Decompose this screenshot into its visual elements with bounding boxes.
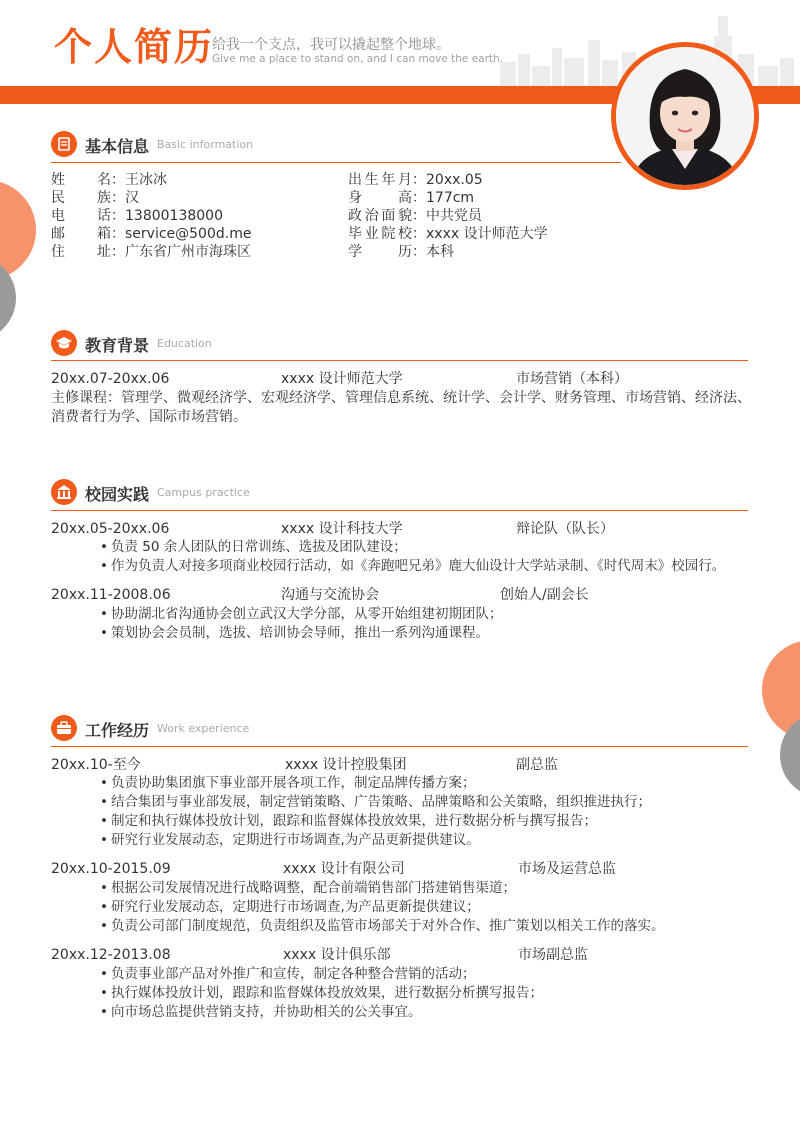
- work-2-org: xxxx 设计俱乐部: [283, 947, 391, 963]
- basic-row-ethnicity: 民族：汉: [51, 190, 139, 206]
- section-title-education: 教育背景: [85, 336, 150, 355]
- basic-info-right: [348, 171, 548, 261]
- basic-row-degree: 学历：本科: [348, 244, 454, 260]
- section-title-work: 工作经历: [85, 721, 150, 740]
- work-0-org: xxxx 设计控股集团: [285, 757, 407, 773]
- section-divider-education: [51, 360, 748, 361]
- section-subtitle-work: Work experience: [157, 722, 250, 735]
- work-2-role: 市场副总监: [518, 947, 588, 963]
- basic-row-politics: 政治面貌：中共党员: [348, 208, 482, 224]
- resume-title: 个人简历: [54, 25, 215, 69]
- school-building-icon: [51, 479, 77, 505]
- section-title-basic: 基本信息: [85, 137, 150, 156]
- work-1-role: 市场及运营总监: [518, 861, 616, 877]
- work-1-bullet-1: • 研究行业发展动态，定期进行市场调查,为产品更新提供建议；: [100, 898, 480, 917]
- section-divider-campus: [51, 510, 748, 511]
- basic-row-height: 身高：177cm: [348, 190, 475, 206]
- education-major: 市场营销（本科）: [516, 371, 628, 387]
- basic-row-address: 住址：广东省广州市海珠区: [51, 244, 251, 260]
- basic-row-phone: 电话：13800138000: [51, 208, 223, 224]
- campus-1-role: 创始人/副会长: [500, 587, 589, 603]
- work-1-period: 20xx.10-2015.09: [51, 861, 171, 877]
- motto: 给我一个支点，我可以撬起整个地球。: [212, 37, 450, 53]
- basic-row-email: 邮箱：service@500d.me: [51, 226, 252, 242]
- campus-1-bullet-0: • 协助湖北省沟通协会创立武汉大学分部，从零开始组建初期团队；: [100, 605, 502, 624]
- campus-0-period: 20xx.05-20xx.06: [51, 521, 170, 537]
- work-1-bullet-2: • 负责公司部门制度规范，负责组织及监管市场部关于对外合作、推广策划以相关工作的落实。: [100, 917, 664, 936]
- section-divider-work: [51, 746, 748, 747]
- basic-info-left: [51, 171, 251, 261]
- section-divider-basic: [51, 162, 621, 163]
- basic-row-school: 毕业院校：xxxx 设计师范大学: [348, 226, 548, 242]
- work-2-bullet-2: • 向市场总监提供营销支持，并协助相关的公关事宜。: [100, 1003, 421, 1022]
- campus-0-org: xxxx 设计科技大学: [281, 521, 403, 537]
- campus-1-bullet-1: • 策划协会会员制，选拔、培训协会导师，推出一系列沟通课程。: [100, 624, 489, 643]
- campus-1-org: 沟通与交流协会: [281, 587, 379, 603]
- section-subtitle-education: Education: [157, 337, 212, 350]
- motto-english: Give me a place to stand on, and I can move the earth.: [212, 53, 504, 65]
- education-courses: 主修课程：管理学、微观经济学、宏观经济学、管理信息系统、统计学、会计学、财务管理、市场营销、经济法、消费者行为学、国际市场营销。: [51, 390, 751, 425]
- work-2-period: 20xx.12-2013.08: [51, 947, 171, 963]
- education-period: 20xx.07-20xx.06: [51, 371, 170, 387]
- work-2-bullet-1: • 执行媒体投放计划，跟踪和监督媒体投放效果，进行数据分析撰写报告；: [100, 984, 543, 1003]
- work-0-bullet-2: • 制定和执行媒体投放计划，跟踪和监督媒体投放效果，进行数据分析与撰写报告；: [100, 812, 597, 831]
- work-0-role: 副总监: [516, 757, 558, 773]
- campus-0-bullet-1: • 作为负责人对接多项商业校园行活动，如《奔跑吧兄弟》鹿大仙设计大学站录制、《时代周末》校园行。: [100, 557, 725, 576]
- education-school: xxxx 设计师范大学: [281, 371, 403, 387]
- basic-row-name: 姓名：王冰冰: [51, 172, 167, 188]
- work-1-bullet-0: • 根据公司发展情况进行战略调整，配合前端销售部门搭建销售渠道；: [100, 879, 516, 898]
- work-0-bullet-0: • 负责协助集团旗下事业部开展各项工作，制定品牌传播方案；: [100, 774, 475, 793]
- campus-0-bullet-0: • 负责 50 余人团队的日常训练、选拔及团队建设；: [100, 538, 407, 557]
- decor-circle-left-orange: [0, 180, 36, 280]
- briefcase-icon: [51, 715, 77, 741]
- section-subtitle-campus: Campus practice: [157, 486, 250, 499]
- campus-0-role: 辩论队（队长）: [516, 521, 614, 537]
- id-card-icon: [51, 131, 77, 157]
- profile-photo: [616, 47, 754, 185]
- work-0-bullet-1: • 结合集团与事业部发展，制定营销策略、广告策略、品牌策略和公关策略，组织推进执行；: [100, 793, 651, 812]
- work-0-period: 20xx.10-至今: [51, 757, 141, 773]
- section-title-campus: 校园实践: [85, 485, 150, 504]
- campus-1-period: 20xx.11-2008.06: [51, 587, 171, 603]
- work-0-bullet-3: • 研究行业发展动态，定期进行市场调查,为产品更新提供建议。: [100, 831, 480, 850]
- section-subtitle-basic: Basic information: [157, 138, 254, 151]
- basic-row-birth: 出生年月：20xx.05: [348, 172, 483, 188]
- work-2-bullet-0: • 负责事业部产品对外推广和宣传，制定各种整合营销的活动；: [100, 965, 475, 984]
- graduation-cap-icon: [51, 330, 77, 356]
- work-1-org: xxxx 设计有限公司: [283, 861, 405, 877]
